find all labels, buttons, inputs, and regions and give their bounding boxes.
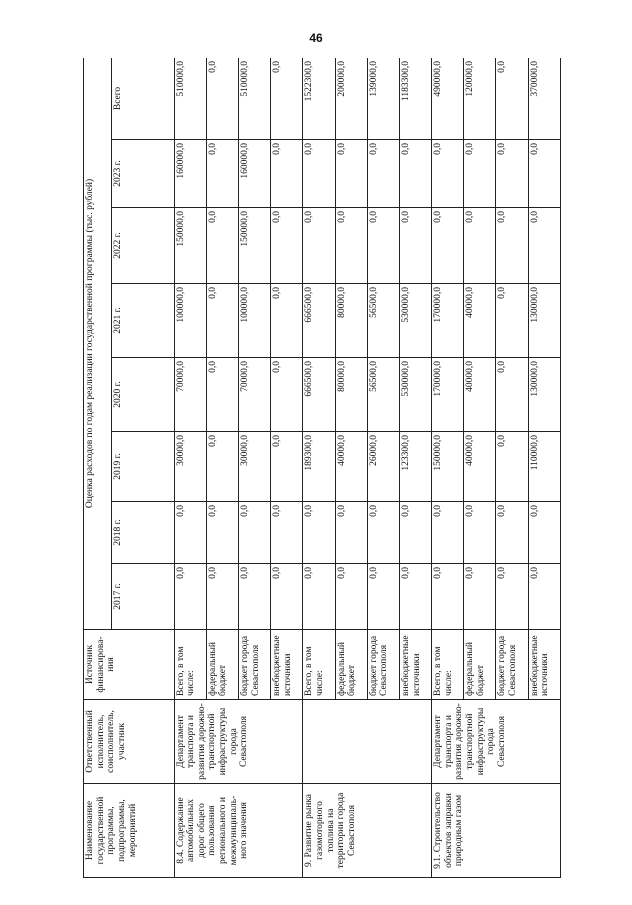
year-value-cell: 0,0 bbox=[206, 284, 238, 358]
year-value-cell: 100000,0 bbox=[174, 284, 206, 358]
year-value-cell: 0,0 bbox=[496, 284, 528, 358]
year-value-cell: 0,0 bbox=[432, 564, 464, 630]
year-value-cell: 110000,0 bbox=[528, 432, 560, 502]
year-value-cell: 70000,0 bbox=[174, 358, 206, 432]
table-row bbox=[303, 58, 335, 878]
year-value-cell: 170000,0 bbox=[432, 284, 464, 358]
year-value-cell: 0,0 bbox=[496, 208, 528, 284]
year-value-cell: 150000,0 bbox=[174, 208, 206, 284]
year-value-cell: 189300,0 bbox=[303, 432, 335, 502]
funding-source-cell: федеральный бюджет bbox=[335, 630, 367, 700]
year-value-cell: 0,0 bbox=[206, 208, 238, 284]
header-year: 2018 г. bbox=[112, 502, 174, 564]
year-value-cell: 80000,0 bbox=[335, 284, 367, 358]
year-value-cell: 130000,0 bbox=[528, 358, 560, 432]
year-value-cell: 0,0 bbox=[367, 208, 399, 284]
year-value-cell: 0,0 bbox=[528, 564, 560, 630]
year-value-cell: 0,0 bbox=[206, 502, 238, 564]
year-value-cell: 0,0 bbox=[367, 502, 399, 564]
year-value-cell: 40000,0 bbox=[335, 432, 367, 502]
year-value-cell: 0,0 bbox=[496, 140, 528, 208]
header-estimate: Оценка расходов по годам реализации государственной программы (тыс. рублей) bbox=[84, 58, 112, 630]
year-value-cell: 0,0 bbox=[206, 564, 238, 630]
year-value-cell: 0,0 bbox=[528, 140, 560, 208]
year-value-cell: 0,0 bbox=[335, 564, 367, 630]
funding-source-cell: бюджет города Севастополя bbox=[367, 630, 399, 700]
year-value-cell: 150000,0 bbox=[238, 208, 270, 284]
year-value-cell: 100000,0 bbox=[238, 284, 270, 358]
year-value-cell: 0,0 bbox=[432, 208, 464, 284]
year-value-cell: 0,0 bbox=[271, 432, 303, 502]
year-value-cell: 70000,0 bbox=[238, 358, 270, 432]
year-value-cell: 0,0 bbox=[238, 564, 270, 630]
total-value-cell: 200000,0 bbox=[335, 58, 367, 140]
total-value-cell: 490000,0 bbox=[432, 58, 464, 140]
year-value-cell: 130000,0 bbox=[528, 284, 560, 358]
total-value-cell: 370000,0 bbox=[528, 58, 560, 140]
total-value-cell: 0,0 bbox=[271, 58, 303, 140]
total-value-cell: 0,0 bbox=[206, 58, 238, 140]
funding-source-cell: Всего, в том числе: bbox=[303, 630, 335, 700]
table-row bbox=[432, 58, 464, 878]
year-value-cell: 26000,0 bbox=[367, 432, 399, 502]
year-value-cell: 666500,0 bbox=[303, 284, 335, 358]
year-value-cell: 56500,0 bbox=[367, 284, 399, 358]
year-value-cell: 0,0 bbox=[303, 564, 335, 630]
year-value-cell: 530000,0 bbox=[399, 358, 431, 432]
funding-source-cell: Всего, в том числе: bbox=[432, 630, 464, 700]
year-value-cell: 666500,0 bbox=[303, 358, 335, 432]
year-value-cell: 0,0 bbox=[399, 140, 431, 208]
activity-name-cell: 9.1. Строительство объектов заправки природным газом bbox=[432, 784, 561, 878]
year-value-cell: 0,0 bbox=[271, 208, 303, 284]
year-value-cell: 0,0 bbox=[271, 358, 303, 432]
total-value-cell: 1183300,0 bbox=[399, 58, 431, 140]
year-value-cell: 40000,0 bbox=[464, 432, 496, 502]
header-year: 2023 г. bbox=[112, 140, 174, 208]
funding-source-cell: внебюджетные источники bbox=[399, 630, 431, 700]
funding-source-cell: федеральный бюджет bbox=[206, 630, 238, 700]
year-value-cell: 0,0 bbox=[399, 564, 431, 630]
executor-cell: Департамент транспорта и развития дорожно-транспортной инфраструктуры города Севастополя bbox=[432, 700, 561, 784]
year-value-cell: 40000,0 bbox=[464, 284, 496, 358]
year-value-cell: 0,0 bbox=[335, 208, 367, 284]
header-year: 2019 г. bbox=[112, 432, 174, 502]
year-value-cell: 0,0 bbox=[238, 502, 270, 564]
year-value-cell: 0,0 bbox=[496, 502, 528, 564]
year-value-cell: 0,0 bbox=[174, 502, 206, 564]
rotated-table-container bbox=[83, 58, 561, 878]
header-total: Всего bbox=[112, 58, 174, 140]
total-value-cell: 120000,0 bbox=[464, 58, 496, 140]
year-value-cell: 0,0 bbox=[399, 502, 431, 564]
year-value-cell: 0,0 bbox=[367, 140, 399, 208]
funding-source-cell: внебюджетные источники bbox=[271, 630, 303, 700]
year-value-cell: 0,0 bbox=[303, 502, 335, 564]
year-value-cell: 0,0 bbox=[464, 208, 496, 284]
year-value-cell: 40000,0 bbox=[464, 358, 496, 432]
year-value-cell: 0,0 bbox=[335, 502, 367, 564]
year-value-cell: 0,0 bbox=[464, 564, 496, 630]
year-value-cell: 0,0 bbox=[399, 208, 431, 284]
header-year: 2020 г. bbox=[112, 358, 174, 432]
activity-name-cell: 8.4. Содержание автомобильных дорог общего пользования регионального и межмуниципаль-ного значения bbox=[174, 784, 303, 878]
year-value-cell: 0,0 bbox=[174, 564, 206, 630]
funding-source-cell: внебюджетные источники bbox=[528, 630, 560, 700]
year-value-cell: 530000,0 bbox=[399, 284, 431, 358]
funding-source-cell: федеральный бюджет bbox=[464, 630, 496, 700]
year-value-cell: 150000,0 bbox=[432, 432, 464, 502]
year-value-cell: 0,0 bbox=[432, 502, 464, 564]
year-value-cell: 30000,0 bbox=[174, 432, 206, 502]
funding-source-cell: Всего, в том числе: bbox=[174, 630, 206, 700]
year-value-cell: 0,0 bbox=[303, 140, 335, 208]
activity-name-cell: 9. Развитие рынка газомоторного топлива на территории города Севастополя bbox=[303, 784, 432, 878]
year-value-cell: 0,0 bbox=[206, 358, 238, 432]
funding-source-cell: бюджет города Севастополя bbox=[238, 630, 270, 700]
year-value-cell: 0,0 bbox=[496, 432, 528, 502]
year-value-cell: 0,0 bbox=[303, 208, 335, 284]
funding-source-cell: бюджет города Севастополя bbox=[496, 630, 528, 700]
total-value-cell: 139000,0 bbox=[367, 58, 399, 140]
year-value-cell: 0,0 bbox=[528, 208, 560, 284]
year-value-cell: 0,0 bbox=[528, 502, 560, 564]
total-value-cell: 1522300,0 bbox=[303, 58, 335, 140]
header-executor: Ответственный исполнитель, соисполнитель, участник bbox=[84, 700, 175, 784]
year-value-cell: 80000,0 bbox=[335, 358, 367, 432]
year-value-cell: 0,0 bbox=[271, 140, 303, 208]
year-value-cell: 0,0 bbox=[335, 140, 367, 208]
year-value-cell: 0,0 bbox=[496, 358, 528, 432]
year-value-cell: 0,0 bbox=[432, 140, 464, 208]
year-value-cell: 123300,0 bbox=[399, 432, 431, 502]
total-value-cell: 510000,0 bbox=[174, 58, 206, 140]
year-value-cell: 0,0 bbox=[206, 140, 238, 208]
year-value-cell: 0,0 bbox=[271, 284, 303, 358]
budget-table bbox=[83, 58, 561, 878]
table-row bbox=[174, 58, 206, 878]
year-value-cell: 56500,0 bbox=[367, 358, 399, 432]
year-value-cell: 170000,0 bbox=[432, 358, 464, 432]
total-value-cell: 0,0 bbox=[496, 58, 528, 140]
executor-cell bbox=[303, 700, 432, 784]
header-row-top bbox=[84, 58, 112, 878]
year-value-cell: 0,0 bbox=[206, 432, 238, 502]
year-value-cell: 30000,0 bbox=[238, 432, 270, 502]
header-source: Источник финансирова-ния bbox=[84, 630, 175, 700]
header-name: Наименование государственной программы, подпрограммы, мероприятий bbox=[84, 784, 175, 878]
year-value-cell: 0,0 bbox=[367, 564, 399, 630]
header-year: 2017 г. bbox=[112, 564, 174, 630]
year-value-cell: 160000,0 bbox=[238, 140, 270, 208]
page-number: 46 bbox=[309, 31, 323, 45]
year-value-cell: 160000,0 bbox=[174, 140, 206, 208]
executor-cell: Департамент транспорта и развития дорожно-транспортной инфраструктуры города Севастополя bbox=[174, 700, 303, 784]
total-value-cell: 510000,0 bbox=[238, 58, 270, 140]
year-value-cell: 0,0 bbox=[271, 502, 303, 564]
year-value-cell: 0,0 bbox=[496, 564, 528, 630]
year-value-cell: 0,0 bbox=[464, 140, 496, 208]
rotated-table-viewport bbox=[83, 58, 561, 878]
header-year: 2021 г. bbox=[112, 284, 174, 358]
year-value-cell: 0,0 bbox=[271, 564, 303, 630]
year-value-cell: 0,0 bbox=[464, 502, 496, 564]
header-year: 2022 г. bbox=[112, 208, 174, 284]
